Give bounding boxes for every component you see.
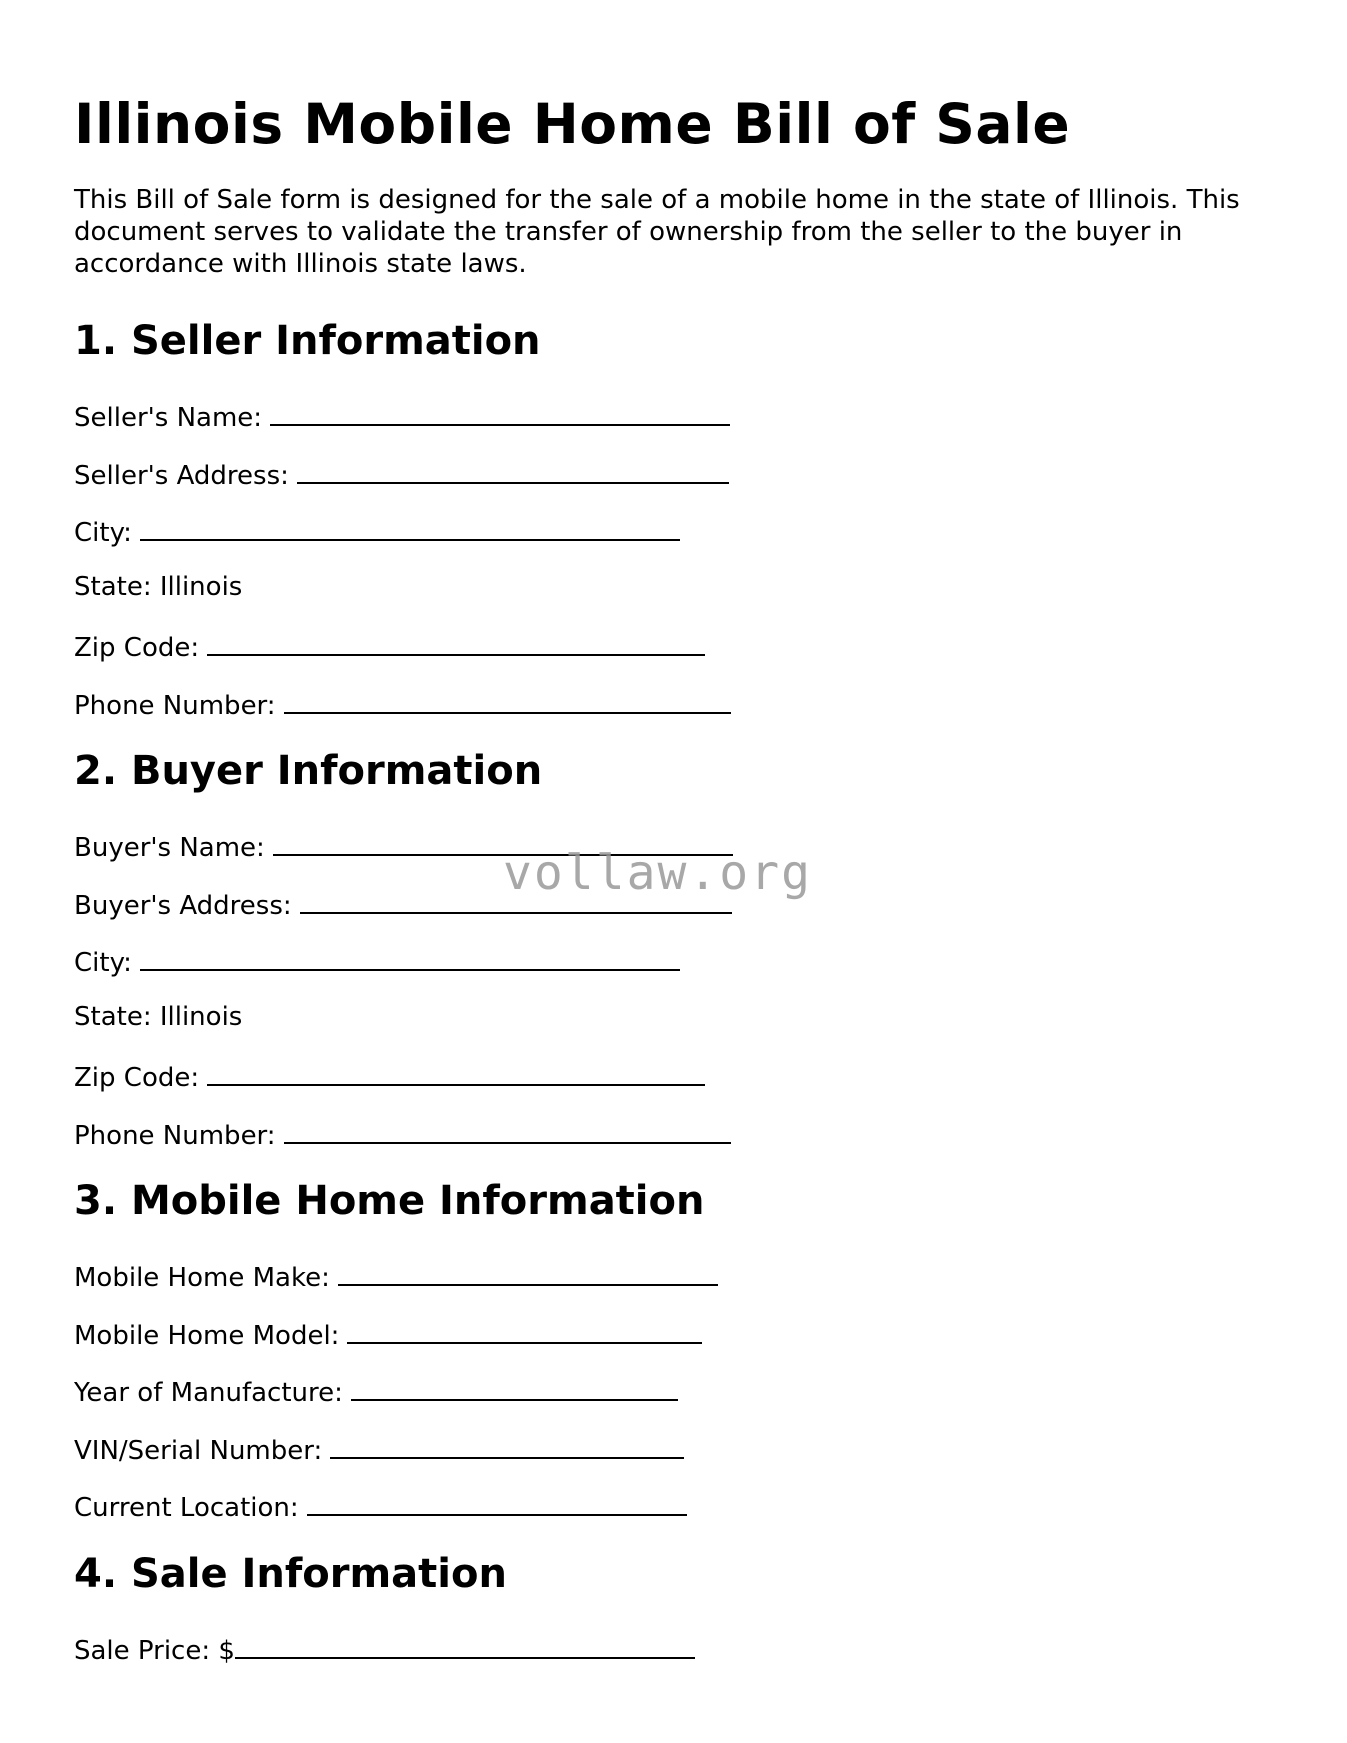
seller-city-input[interactable] [140, 513, 680, 541]
seller-phone-field [74, 686, 731, 722]
seller-address-input[interactable] [297, 456, 729, 484]
seller-city-label: City: [74, 518, 132, 548]
buyer-city-input[interactable] [140, 943, 680, 971]
bill-of-sale-document [74, 88, 1274, 280]
year-of-manufacture-field [74, 1373, 678, 1409]
mobile-home-make-field [74, 1258, 718, 1294]
seller-state-label: State: Illinois [74, 572, 243, 602]
seller-zip-input[interactable] [207, 628, 705, 656]
intro-paragraph: This Bill of Sale form is designed for the sale of a mobile home in the state of Illinois. This document serves to validate the transfer of ownership from the seller to the buyer in accordance with Illinois state laws. [74, 185, 1240, 279]
mobile-home-model-label: Mobile Home Model: [74, 1321, 340, 1351]
vin-serial-input[interactable] [330, 1431, 684, 1459]
mobile-home-make-input[interactable] [338, 1258, 718, 1286]
buyer-section-heading: 2. Buyer Information [74, 748, 543, 794]
mobile-home-model-input[interactable] [347, 1316, 702, 1344]
current-location-field [74, 1488, 687, 1524]
buyer-address-label: Buyer's Address: [74, 891, 292, 921]
seller-state-field [74, 571, 242, 603]
mobile-home-make-label: Mobile Home Make: [74, 1263, 330, 1293]
current-location-input[interactable] [307, 1488, 687, 1516]
seller-zip-label: Zip Code: [74, 633, 200, 663]
buyer-state-field [74, 1001, 242, 1033]
buyer-city-label: City: [74, 948, 132, 978]
sale-section-heading: 4. Sale Information [74, 1551, 507, 1597]
seller-phone-input[interactable] [284, 686, 731, 714]
vin-serial-field [74, 1431, 684, 1467]
buyer-zip-label: Zip Code: [74, 1063, 200, 1093]
year-of-manufacture-input[interactable] [351, 1373, 678, 1401]
seller-address-label: Seller's Address: [74, 461, 289, 491]
buyer-zip-input[interactable] [207, 1058, 705, 1086]
seller-phone-label: Phone Number: [74, 691, 276, 721]
buyer-phone-field [74, 1116, 731, 1152]
current-location-label: Current Location: [74, 1493, 299, 1523]
buyer-state-label: State: Illinois [74, 1002, 243, 1032]
seller-name-input[interactable] [270, 398, 730, 426]
buyer-city-field [74, 943, 680, 979]
vin-serial-label: VIN/Serial Number: [74, 1436, 323, 1466]
buyer-zip-field [74, 1058, 705, 1094]
year-of-manufacture-label: Year of Manufacture: [74, 1378, 343, 1408]
watermark-text: vollaw.org [503, 845, 812, 901]
sale-price-input[interactable] [235, 1631, 695, 1659]
sale-price-field [74, 1631, 695, 1667]
buyer-phone-input[interactable] [284, 1116, 731, 1144]
mobile-home-section-heading: 3. Mobile Home Information [74, 1178, 705, 1224]
buyer-name-label: Buyer's Name: [74, 833, 265, 863]
buyer-phone-label: Phone Number: [74, 1121, 276, 1151]
page-title: Illinois Mobile Home Bill of Sale [74, 92, 1071, 156]
sale-price-label: Sale Price: $ [74, 1636, 235, 1666]
mobile-home-model-field [74, 1316, 702, 1352]
seller-section-heading: 1. Seller Information [74, 318, 541, 364]
seller-name-field [74, 398, 730, 434]
seller-name-label: Seller's Name: [74, 403, 263, 433]
seller-address-field [74, 456, 729, 492]
seller-zip-field [74, 628, 705, 664]
seller-city-field [74, 513, 680, 549]
